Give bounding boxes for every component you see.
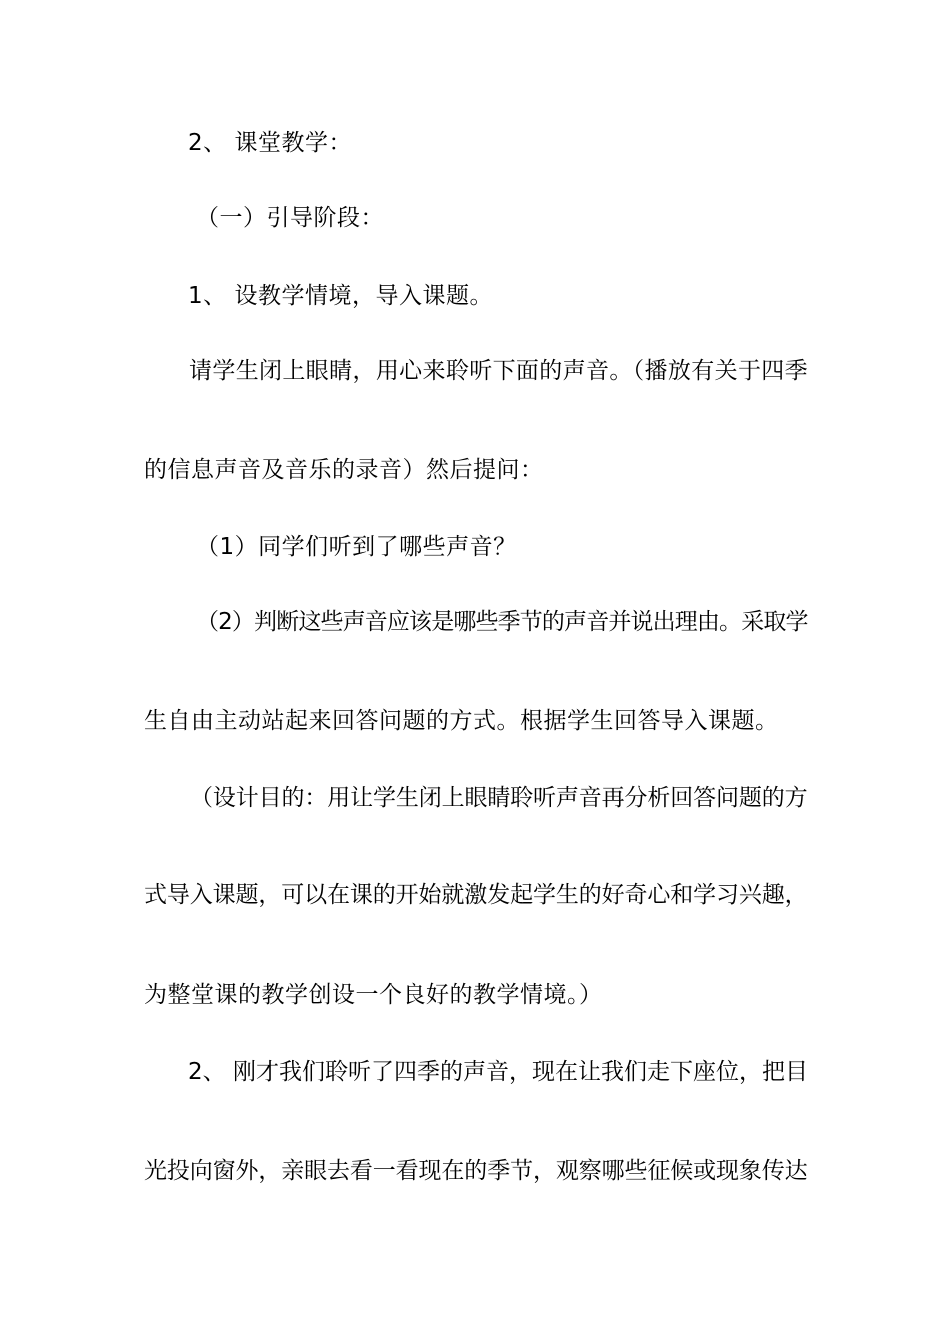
design-purpose-line: 式导入课题，可以在课的开始就激发起学生的好奇心和学习兴趣， xyxy=(144,882,808,908)
paragraph-line: 的信息声音及音乐的录音）然后提问： xyxy=(144,457,544,483)
step2-line: 2、 刚才我们聆听了四季的声音，现在让我们走下座位，把目 xyxy=(188,1059,808,1085)
step2-line: 光投向窗外，亲眼去看一看现在的季节，观察哪些征候或现象传达 xyxy=(144,1158,808,1184)
paragraph-line: 请学生闭上眼睛，用心来聆听下面的声音。（播放有关于四季 xyxy=(189,358,808,384)
question-2-line: 生自由主动站起来回答问题的方式。根据学生回答导入课题。 xyxy=(144,708,779,734)
question-2-line: （2）判断这些声音应该是哪些季节的声音并说出理由。采取学 xyxy=(196,609,808,635)
design-purpose-line: 为整堂课的教学创设一个良好的教学情境。） xyxy=(144,982,603,1008)
question-1: （1）同学们听到了哪些声音？ xyxy=(196,534,517,560)
stage-heading: （一）引导阶段： xyxy=(196,205,384,231)
step1-heading: 1、 设教学情境，导入课题。 xyxy=(188,283,493,309)
design-purpose-line: （设计目的：用让学生闭上眼睛聆听声音再分析回答问题的方 xyxy=(190,785,808,811)
section-heading: 2、 课堂教学： xyxy=(188,130,352,156)
